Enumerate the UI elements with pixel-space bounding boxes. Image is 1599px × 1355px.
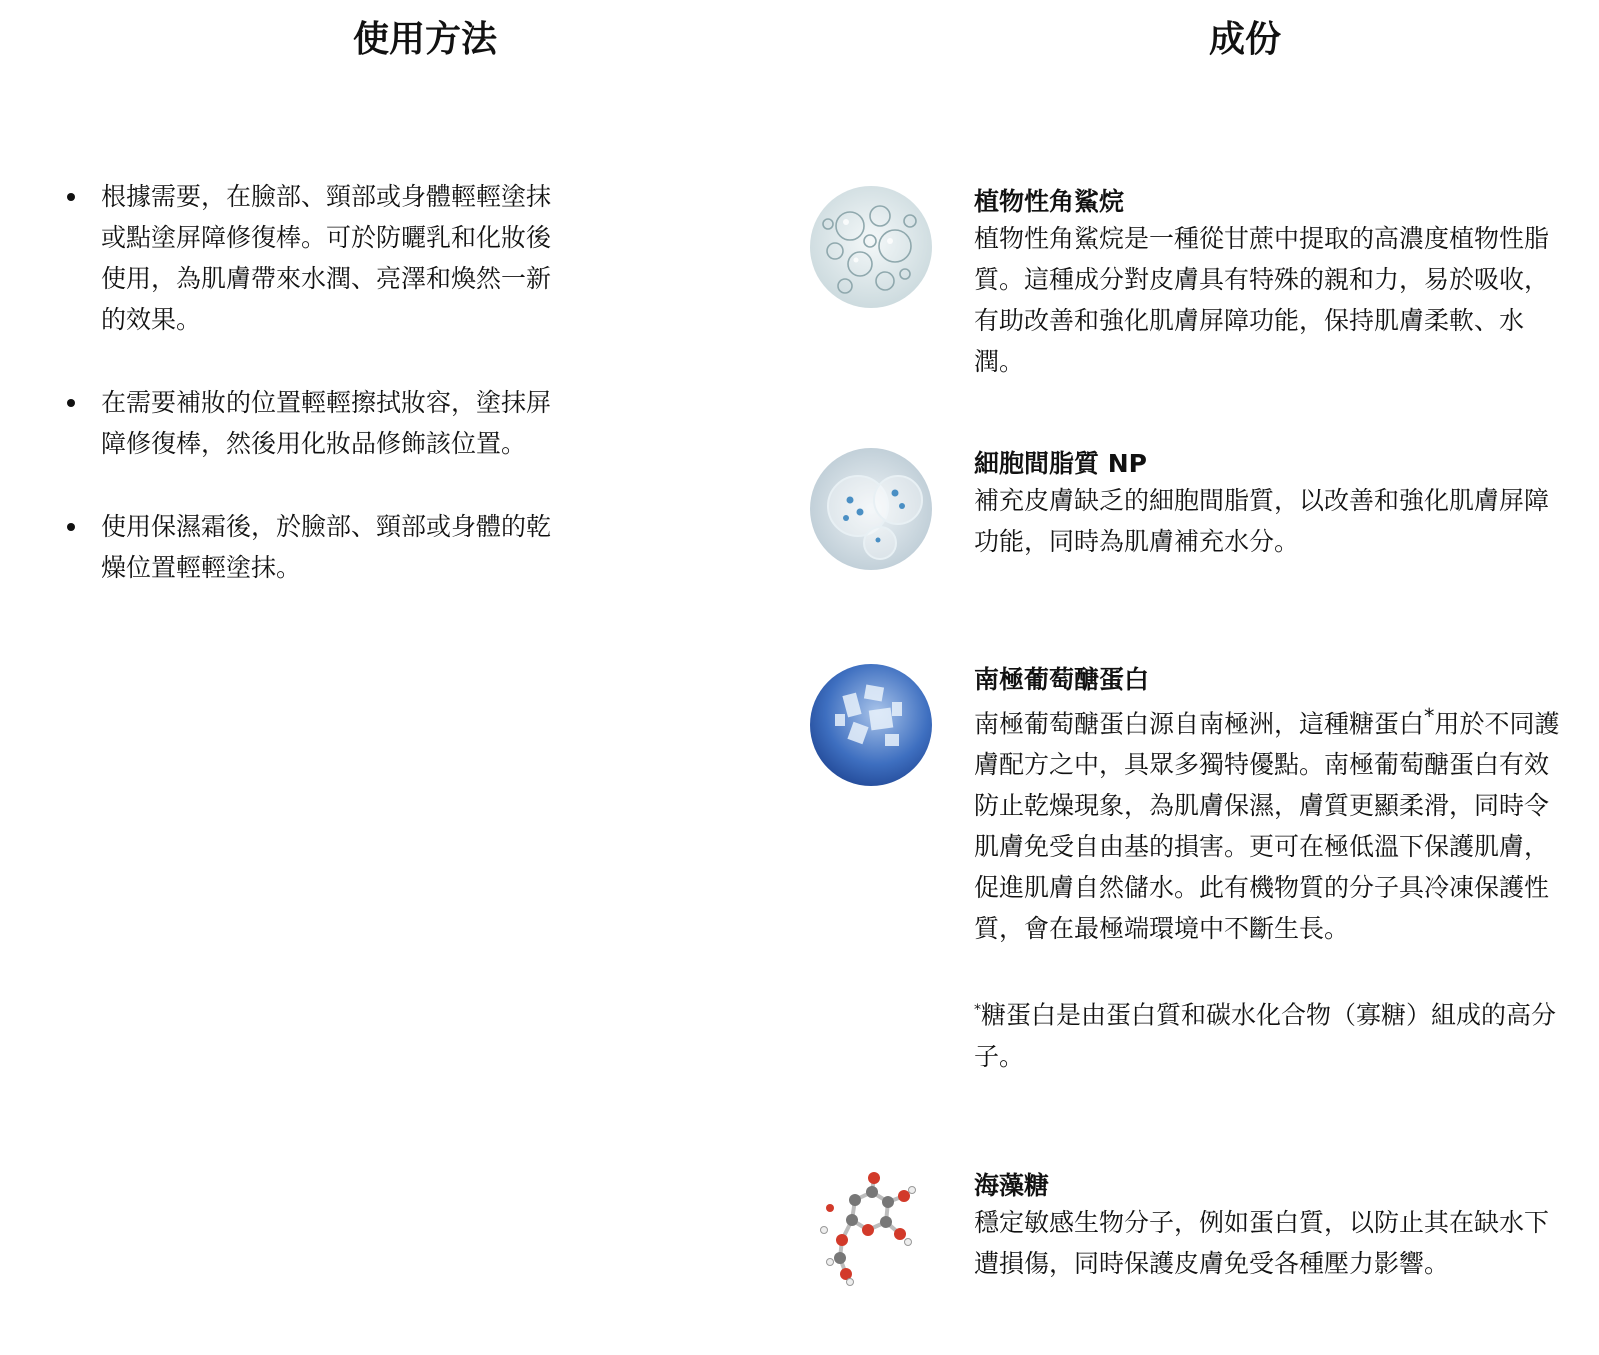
usage-item-text: 在需要補妝的位置輕輕擦拭妝容，塗抹屏障修復棒，然後用化妝品修飾該位置。 — [101, 388, 552, 458]
bullet-icon — [67, 523, 75, 531]
ingredients-heading: 成份 — [1208, 19, 1281, 60]
usage-item — [67, 176, 557, 340]
ingredient-name: 細胞間脂質 NP — [974, 449, 1147, 478]
ingredient-description: 補充皮膚缺乏的細胞間脂質，以改善和強化肌膚屏障功能，同時為肌膚補充水分。 — [974, 486, 1550, 556]
footnote-marker: * — [1424, 704, 1435, 728]
footnote-marker: * — [974, 1002, 981, 1019]
bullet-icon — [67, 399, 75, 407]
usage-item — [67, 382, 557, 464]
ingredient-description: 植物性角鯊烷是一種從甘蔗中提取的高濃度植物性脂質。這種成分對皮膚具有特殊的親和力，易於吸收，有助改善和強化肌膚屏障功能，保持肌膚柔軟、水潤。 — [974, 224, 1550, 376]
usage-list — [67, 176, 557, 630]
description-part: 南極葡萄醣蛋白源自南極洲，這種糖蛋白 — [974, 709, 1425, 739]
ingredient-name: 植物性角鯊烷 — [974, 187, 1125, 216]
usage-item-text: 使用保濕霜後，於臉部、頸部或身體的乾燥位置輕輕塗抹。 — [101, 512, 552, 582]
usage-item — [67, 506, 557, 588]
ingredient-description — [974, 696, 1564, 949]
ingredient-name: 海藻糖 — [974, 1171, 1050, 1200]
usage-item-text: 根據需要，在臉部、頸部或身體輕輕塗抹或點塗屏障修復棒。可於防曬乳和化妝後使用，為肌膚帶來水潤、亮澤和煥然一新的效果。 — [101, 182, 552, 334]
ice-crystal-image — [810, 664, 932, 786]
ingredient-footnote — [974, 990, 1564, 1076]
usage-heading: 使用方法 — [352, 19, 497, 60]
water-bubbles-image — [810, 186, 932, 308]
lipid-spheres-image — [810, 448, 932, 570]
ingredient-name: 南極葡萄醣蛋白 — [974, 665, 1150, 694]
bullet-icon — [67, 193, 75, 201]
footnote-text: 糖蛋白是由蛋白質和碳水化合物（寡糖）組成的高分子。 — [974, 1000, 1557, 1071]
molecule-model-image — [810, 1170, 932, 1292]
ingredient-description: 穩定敏感生物分子，例如蛋白質，以防止其在缺水下遭損傷，同時保護皮膚免受各種壓力影響。 — [974, 1208, 1550, 1278]
description-part: 用於不同護膚配方之中，具眾多獨特優點。南極葡萄醣蛋白有效防止乾燥現象，為肌膚保濕，膚質更顯柔滑，同時令肌膚免受自由基的損害。更可在極低溫下保護肌膚，促進肌膚自然儲水。此有機物質的分子具冷凍保護性質，會在最極端環境中不斷生長。 — [974, 709, 1560, 944]
